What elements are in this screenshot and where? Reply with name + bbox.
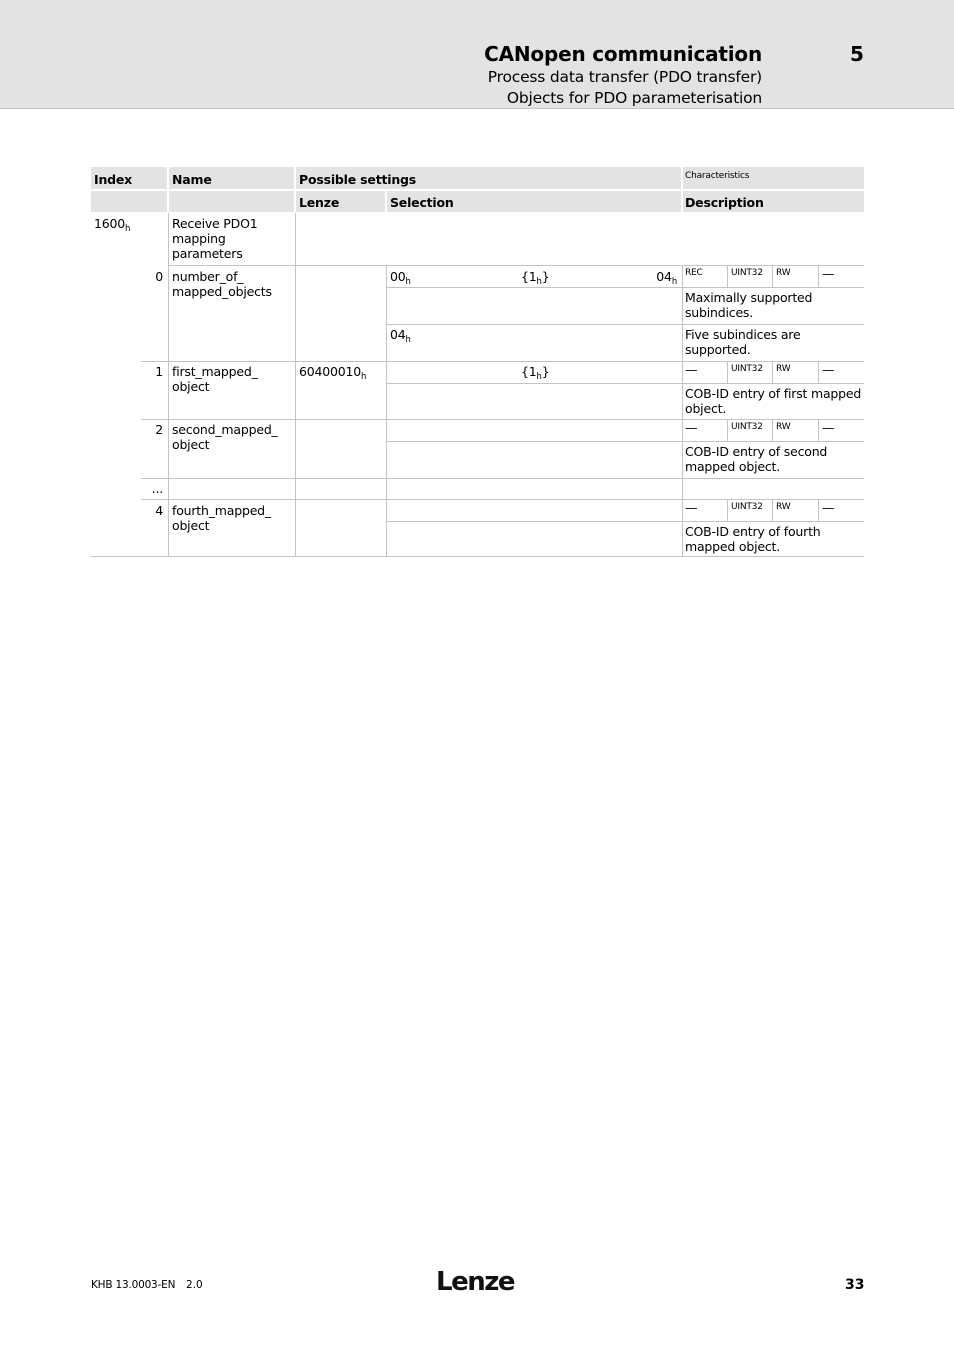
page-number: 33: [845, 1277, 865, 1293]
subindex-number: 0: [155, 269, 163, 284]
grid-line: [168, 213, 169, 265]
grid-line: [772, 500, 773, 521]
subindex-name-line: fourth_mapped_: [172, 503, 271, 518]
subindex-name-line: number_of_: [172, 269, 244, 284]
grid-line: [727, 266, 728, 287]
char-object-type: —: [685, 362, 698, 377]
grid-line: [818, 362, 819, 383]
grid-line: [727, 500, 728, 521]
char-data-type: UINT32: [731, 422, 763, 432]
description-line: object.: [685, 401, 727, 416]
subindex-name-line: second_mapped_: [172, 422, 278, 437]
description-line: COB-ID entry of fourth: [685, 524, 821, 539]
grid-line: [168, 265, 864, 266]
header-col-sep: [385, 191, 387, 212]
grid-line: [141, 478, 864, 479]
col-header-description: Description: [685, 195, 764, 210]
grid-line: [682, 266, 683, 556]
grid-line: [727, 362, 728, 383]
grid-line: [295, 266, 296, 556]
grid-line: [818, 500, 819, 521]
col-header-lenze: Lenze: [299, 195, 340, 210]
grid-line: [727, 420, 728, 441]
selection-value: $04_h$: [390, 327, 411, 345]
grid-line: [772, 266, 773, 287]
subindex-ellipsis: ...: [151, 481, 163, 496]
grid-line: [818, 266, 819, 287]
section-subtitle: Process data transfer (PDO transfer): [487, 68, 762, 86]
grid-line: [386, 266, 387, 556]
subsection-subtitle: Objects for PDO parameterisation: [506, 89, 762, 107]
subindex-name-line: mapped_objects: [172, 284, 272, 299]
col-header-possible-settings: Possible settings: [299, 172, 417, 187]
object-name-line: parameters: [172, 246, 243, 261]
grid-line: [772, 362, 773, 383]
char-access: RW: [776, 268, 791, 278]
header-col-sep: [167, 167, 169, 212]
lenze-logo-text: Lenze: [436, 1267, 514, 1296]
selection-step: $\{1_h\}$: [521, 269, 550, 287]
char-extra: —: [822, 362, 835, 377]
char-object-type: REC: [685, 268, 703, 278]
description-line: subindices.: [685, 305, 754, 320]
selection-step: $\{1_h\}$: [521, 364, 550, 382]
char-object-type: —: [685, 500, 698, 515]
object-name-line: mapping: [172, 231, 226, 246]
col-header-selection: Selection: [390, 195, 454, 210]
header-col-sep: [294, 167, 296, 212]
grid-line: [386, 324, 864, 325]
grid-line: [818, 420, 819, 441]
char-extra: —: [822, 500, 835, 515]
subindex-number: 4: [155, 503, 163, 518]
grid-line: [386, 521, 864, 522]
grid-line: [295, 213, 296, 265]
char-data-type: UINT32: [731, 364, 763, 374]
grid-line: [141, 419, 864, 420]
header-row-separator: [91, 189, 864, 191]
grid-line: [386, 287, 864, 288]
char-extra: —: [822, 420, 835, 435]
char-extra: —: [822, 266, 835, 281]
col-header-index: Index: [94, 172, 133, 187]
grid-line: [141, 361, 864, 362]
document-version: 2.0: [186, 1279, 203, 1291]
subindex-name-line: object: [172, 379, 210, 394]
description-line: supported.: [685, 342, 751, 357]
description-line: COB-ID entry of second: [685, 444, 828, 459]
subindex-name-line: first_mapped_: [172, 364, 258, 379]
header-col-sep: [681, 167, 683, 212]
char-access: RW: [776, 422, 791, 432]
selection-min: $00_h$: [390, 269, 411, 287]
object-index: $1600_h$: [94, 216, 131, 234]
description-line: mapped object.: [685, 459, 780, 474]
char-access: RW: [776, 364, 791, 374]
char-access: RW: [776, 502, 791, 512]
grid-line: [386, 383, 864, 384]
chapter-title: CANopen communication: [484, 42, 762, 66]
subindex-name-line: object: [172, 437, 210, 452]
grid-line: [386, 441, 864, 442]
char-object-type: —: [685, 420, 698, 435]
grid-line: [168, 266, 169, 556]
lenze-default: $60400010_h$: [299, 364, 367, 382]
header-band: [0, 0, 954, 109]
subindex-number: 2: [155, 422, 163, 437]
col-header-name: Name: [172, 172, 212, 187]
description-line: COB-ID entry of first mapped: [685, 386, 862, 401]
selection-max: $04_h$: [656, 269, 677, 287]
grid-line: [141, 499, 864, 500]
table-bottom-line: [91, 556, 864, 557]
subindex-number: 1: [155, 364, 163, 379]
char-data-type: UINT32: [731, 268, 763, 278]
grid-line: [772, 420, 773, 441]
object-name-line: Receive PDO1: [172, 216, 258, 231]
char-data-type: UINT32: [731, 502, 763, 512]
col-header-characteristics: Characteristics: [685, 171, 750, 181]
description-line: mapped object.: [685, 539, 780, 554]
lenze-logo: [436, 1266, 516, 1296]
subindex-name-line: object: [172, 518, 210, 533]
document-id: KHB 13.0003-EN: [91, 1279, 176, 1291]
description-line: Five subindices are: [685, 327, 801, 342]
description-line: Maximally supported: [685, 290, 813, 305]
chapter-number: 5: [850, 42, 864, 66]
